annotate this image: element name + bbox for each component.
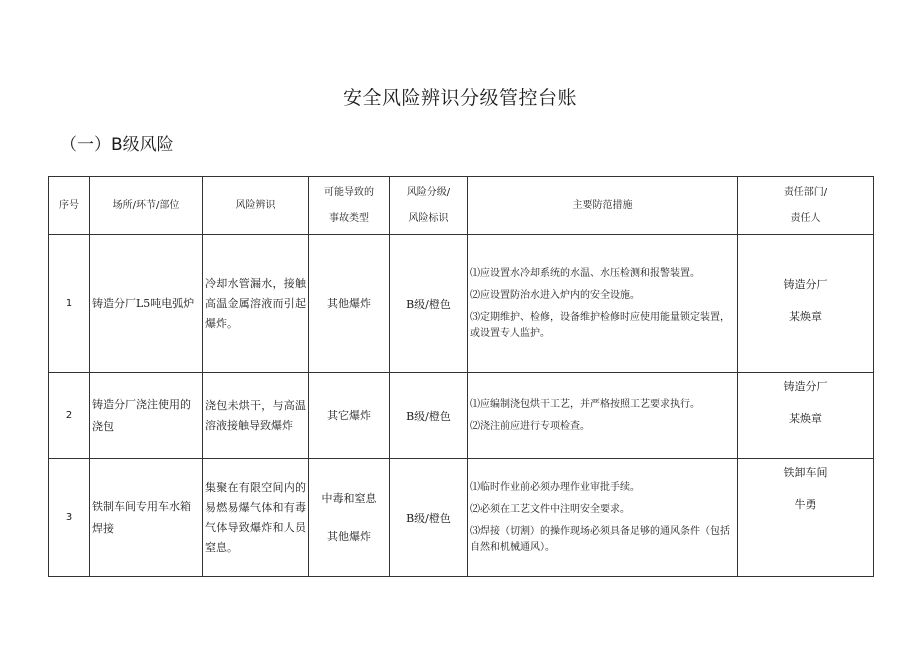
- row-person: 牛勇: [794, 498, 817, 511]
- header-responsible: [738, 177, 874, 235]
- row-dept: 铸造分厂: [783, 278, 828, 291]
- row-measures: [468, 373, 738, 459]
- row-accident: [309, 235, 390, 373]
- header-resp-line1: 责任部门/: [783, 186, 828, 198]
- row-dept: 铸造分厂: [783, 380, 828, 393]
- row-risk: 浇包未烘干，与高温溶液接触导致爆炸: [203, 373, 309, 459]
- row-no: 1: [49, 235, 90, 373]
- table-row: [49, 459, 874, 577]
- measure-item: ⑴临时作业前必须办理作业审批手续。: [470, 481, 640, 493]
- row-no: 3: [49, 459, 90, 577]
- header-place: 场所/环节/部位: [90, 177, 203, 235]
- measure-item: ⑶焊接（切割）的操作现场必须具备足够的通风条件（包括自然和机械通风）。: [470, 525, 730, 553]
- header-level-line1: 风险分级/: [406, 186, 451, 198]
- table-row: [49, 235, 874, 373]
- page-title: 安全风险辨识分级管控台账: [342, 87, 577, 109]
- header-risk: 风险辨识: [203, 177, 309, 235]
- row-no: 2: [49, 373, 90, 459]
- measure-item: ⑵应设置防治水进入炉内的安全设施。: [470, 289, 640, 301]
- row-place: 铁制车间专用车水箱焊接: [90, 459, 203, 577]
- header-level: [390, 177, 468, 235]
- row-person: 某焕章: [789, 310, 822, 323]
- row-accident-1: 其他爆炸: [327, 296, 371, 310]
- header-level-line2: 风险标识: [408, 212, 449, 224]
- row-responsible: [738, 459, 874, 577]
- row-accident-2: 其他爆炸: [327, 529, 371, 543]
- measure-item: ⑵浇注前应进行专项检查。: [470, 420, 590, 432]
- header-measures: 主要防范措施: [468, 177, 738, 235]
- row-risk: 冷却水管漏水，接触高温金属溶液而引起爆炸。: [203, 235, 309, 373]
- row-responsible: [738, 373, 874, 459]
- row-level: B级/橙色: [390, 459, 468, 577]
- row-place: 铸造分厂浇注使用的浇包: [90, 373, 203, 459]
- row-dept: 铁卸车间: [783, 466, 828, 479]
- row-accident-1: 中毒和窒息: [321, 491, 377, 505]
- measure-item: ⑶定期维护、检修，设备维护检修时应使用能量锁定装置，或设置专人监护。: [470, 311, 730, 339]
- row-accident: [309, 459, 390, 577]
- row-person: 某焕章: [789, 412, 822, 425]
- measure-item: ⑴应编制浇包烘干工艺，并严格按照工艺要求执行。: [470, 398, 700, 410]
- row-accident-1: 其它爆炸: [327, 408, 371, 422]
- measure-item: ⑵必须在工艺文件中注明安全要求。: [470, 503, 630, 515]
- row-accident: [309, 373, 390, 459]
- row-place: 铸造分厂L5吨电弧炉: [90, 235, 203, 373]
- measure-item: ⑴应设置水冷却系统的水温、水压检测和报警装置。: [470, 267, 700, 279]
- header-accident-line1: 可能导致的: [324, 186, 374, 198]
- header-no: 序号: [49, 177, 90, 235]
- row-level: B级/橙色: [390, 235, 468, 373]
- header-accident: [309, 177, 390, 235]
- section-heading: （一）B级风险: [60, 135, 174, 155]
- table-header-row: [49, 177, 874, 235]
- row-measures: [468, 459, 738, 577]
- row-level: B级/橙色: [390, 373, 468, 459]
- table-row: [49, 373, 874, 459]
- header-resp-line2: 责任人: [790, 212, 821, 224]
- row-responsible: [738, 235, 874, 373]
- header-accident-line2: 事故类型: [329, 212, 369, 224]
- row-risk: 集聚在有限空间内的易燃易爆气体和有毒气体导致爆炸和人员窒息。: [203, 459, 309, 577]
- row-measures: [468, 235, 738, 373]
- risk-ledger-table: [48, 176, 874, 577]
